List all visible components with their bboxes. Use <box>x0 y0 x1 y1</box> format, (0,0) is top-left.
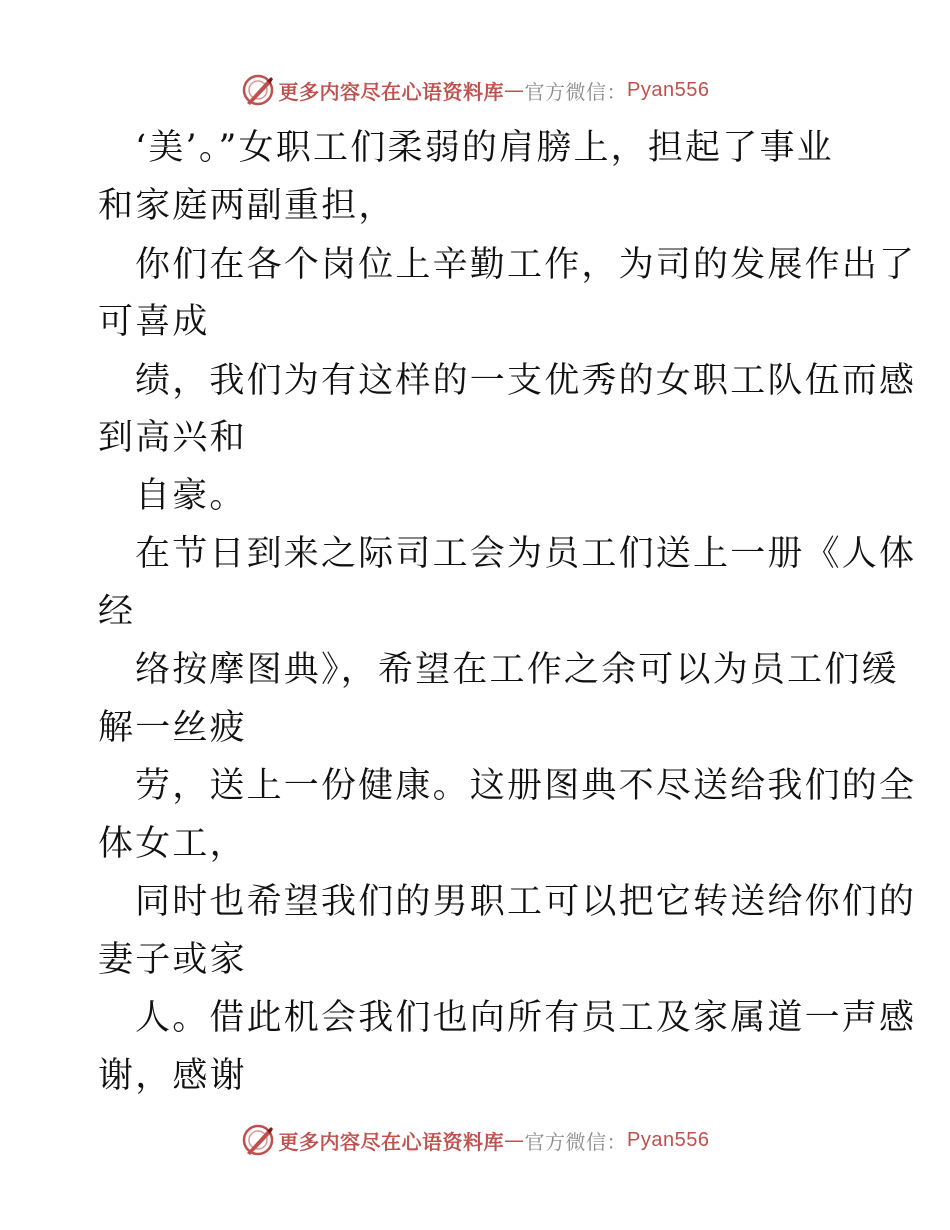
watermark-separator: — <box>504 78 525 102</box>
text-line: 经 <box>98 592 136 632</box>
text-line: 人。借此机会我们也向所有员工及家属道一声感 <box>135 998 917 1038</box>
text-line: 谢，感谢 <box>98 1056 247 1096</box>
text-line: 体女工， <box>98 824 247 864</box>
footer-watermark <box>0 1120 950 1160</box>
watermark-label: 官方微信： <box>524 79 628 104</box>
text-line: 绩，我们为有这样的一支优秀的女职工队伍而感 <box>135 361 917 401</box>
text-line: 劳，送上一份健康。这册图典不尽送给我们的全 <box>135 766 917 806</box>
watermark-wechat-id: Pyan556 <box>627 78 710 101</box>
text-line: 可喜成 <box>98 302 210 342</box>
text-line: 妻子或家 <box>98 940 247 980</box>
text-line: 解一丝疲 <box>98 708 247 748</box>
text-line: 自豪。 <box>135 476 247 516</box>
header-watermark <box>0 70 950 110</box>
pen-logo-icon <box>241 73 275 107</box>
pen-logo-icon <box>241 1123 275 1157</box>
watermark-label: 官方微信： <box>524 1129 628 1154</box>
text-line: 你们在各个岗位上辛勤工作，为司的发展作出了 <box>135 245 917 285</box>
text-line: ‘美’。”女职工们柔弱的肩膀上，担起了事业 <box>135 128 834 168</box>
text-line: 络按摩图典》，希望在工作之余可以为员工们缓 <box>135 650 899 690</box>
text-line: 到高兴和 <box>98 418 247 458</box>
watermark-main-text: 更多内容尽在心语资料库 <box>278 79 505 104</box>
text-line: 和家庭两副重担， <box>98 186 396 226</box>
text-line: 同时也希望我们的男职工可以把它转送给你们的 <box>135 882 917 922</box>
watermark-main-text: 更多内容尽在心语资料库 <box>278 1129 505 1154</box>
watermark-wechat-id: Pyan556 <box>627 1128 710 1151</box>
text-line: 在节日到来之际司工会为员工们送上一册《人体 <box>135 534 917 574</box>
watermark-separator: — <box>504 1128 525 1152</box>
